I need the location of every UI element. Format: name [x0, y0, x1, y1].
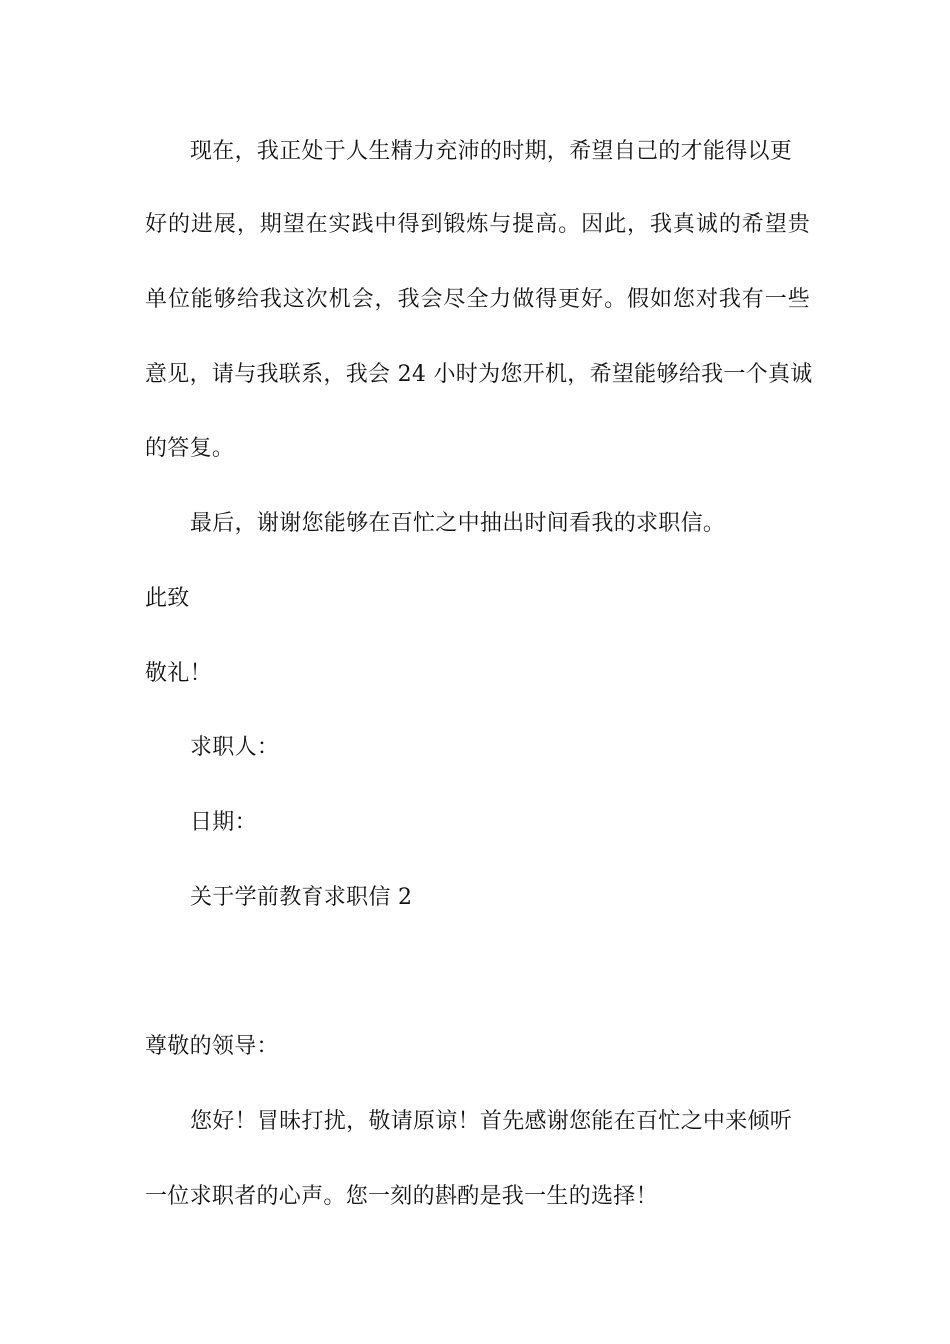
closing-line-2: 敬礼！: [145, 661, 212, 686]
paragraph-1-line-1: 现在，我正处于人生精力充沛的时期，希望自己的才能得以更: [190, 139, 793, 164]
paragraph-3-line-2: 一位求职者的心声。您一刻的斟酌是我一生的选择！: [145, 1184, 658, 1209]
date-label: 日期：: [190, 810, 257, 835]
paragraph-3-line-1: 您好！冒昧打扰，敬请原谅！首先感谢您能在百忙之中来倾听: [190, 1109, 793, 1134]
closing-line-1: 此致: [145, 586, 190, 611]
paragraph-2: 最后，谢谢您能够在百忙之中抽出时间看我的求职信。: [190, 511, 726, 536]
section-title: 关于学前教育求职信 2: [190, 885, 413, 910]
applicant-label: 求职人：: [190, 735, 280, 760]
paragraph-1-line-5: 的答复。: [145, 436, 235, 461]
salutation: 尊敬的领导：: [145, 1034, 279, 1059]
paragraph-1-line-2: 好的进展，期望在实践中得到锻炼与提高。因此，我真诚的希望贵: [145, 212, 810, 237]
paragraph-1-line-3: 单位能够给我这次机会，我会尽全力做得更好。假如您对我有一些: [145, 287, 810, 312]
paragraph-1-line-4: 意见，请与我联系，我会 24 小时为您开机，希望能够给我一个真诚: [145, 362, 813, 387]
